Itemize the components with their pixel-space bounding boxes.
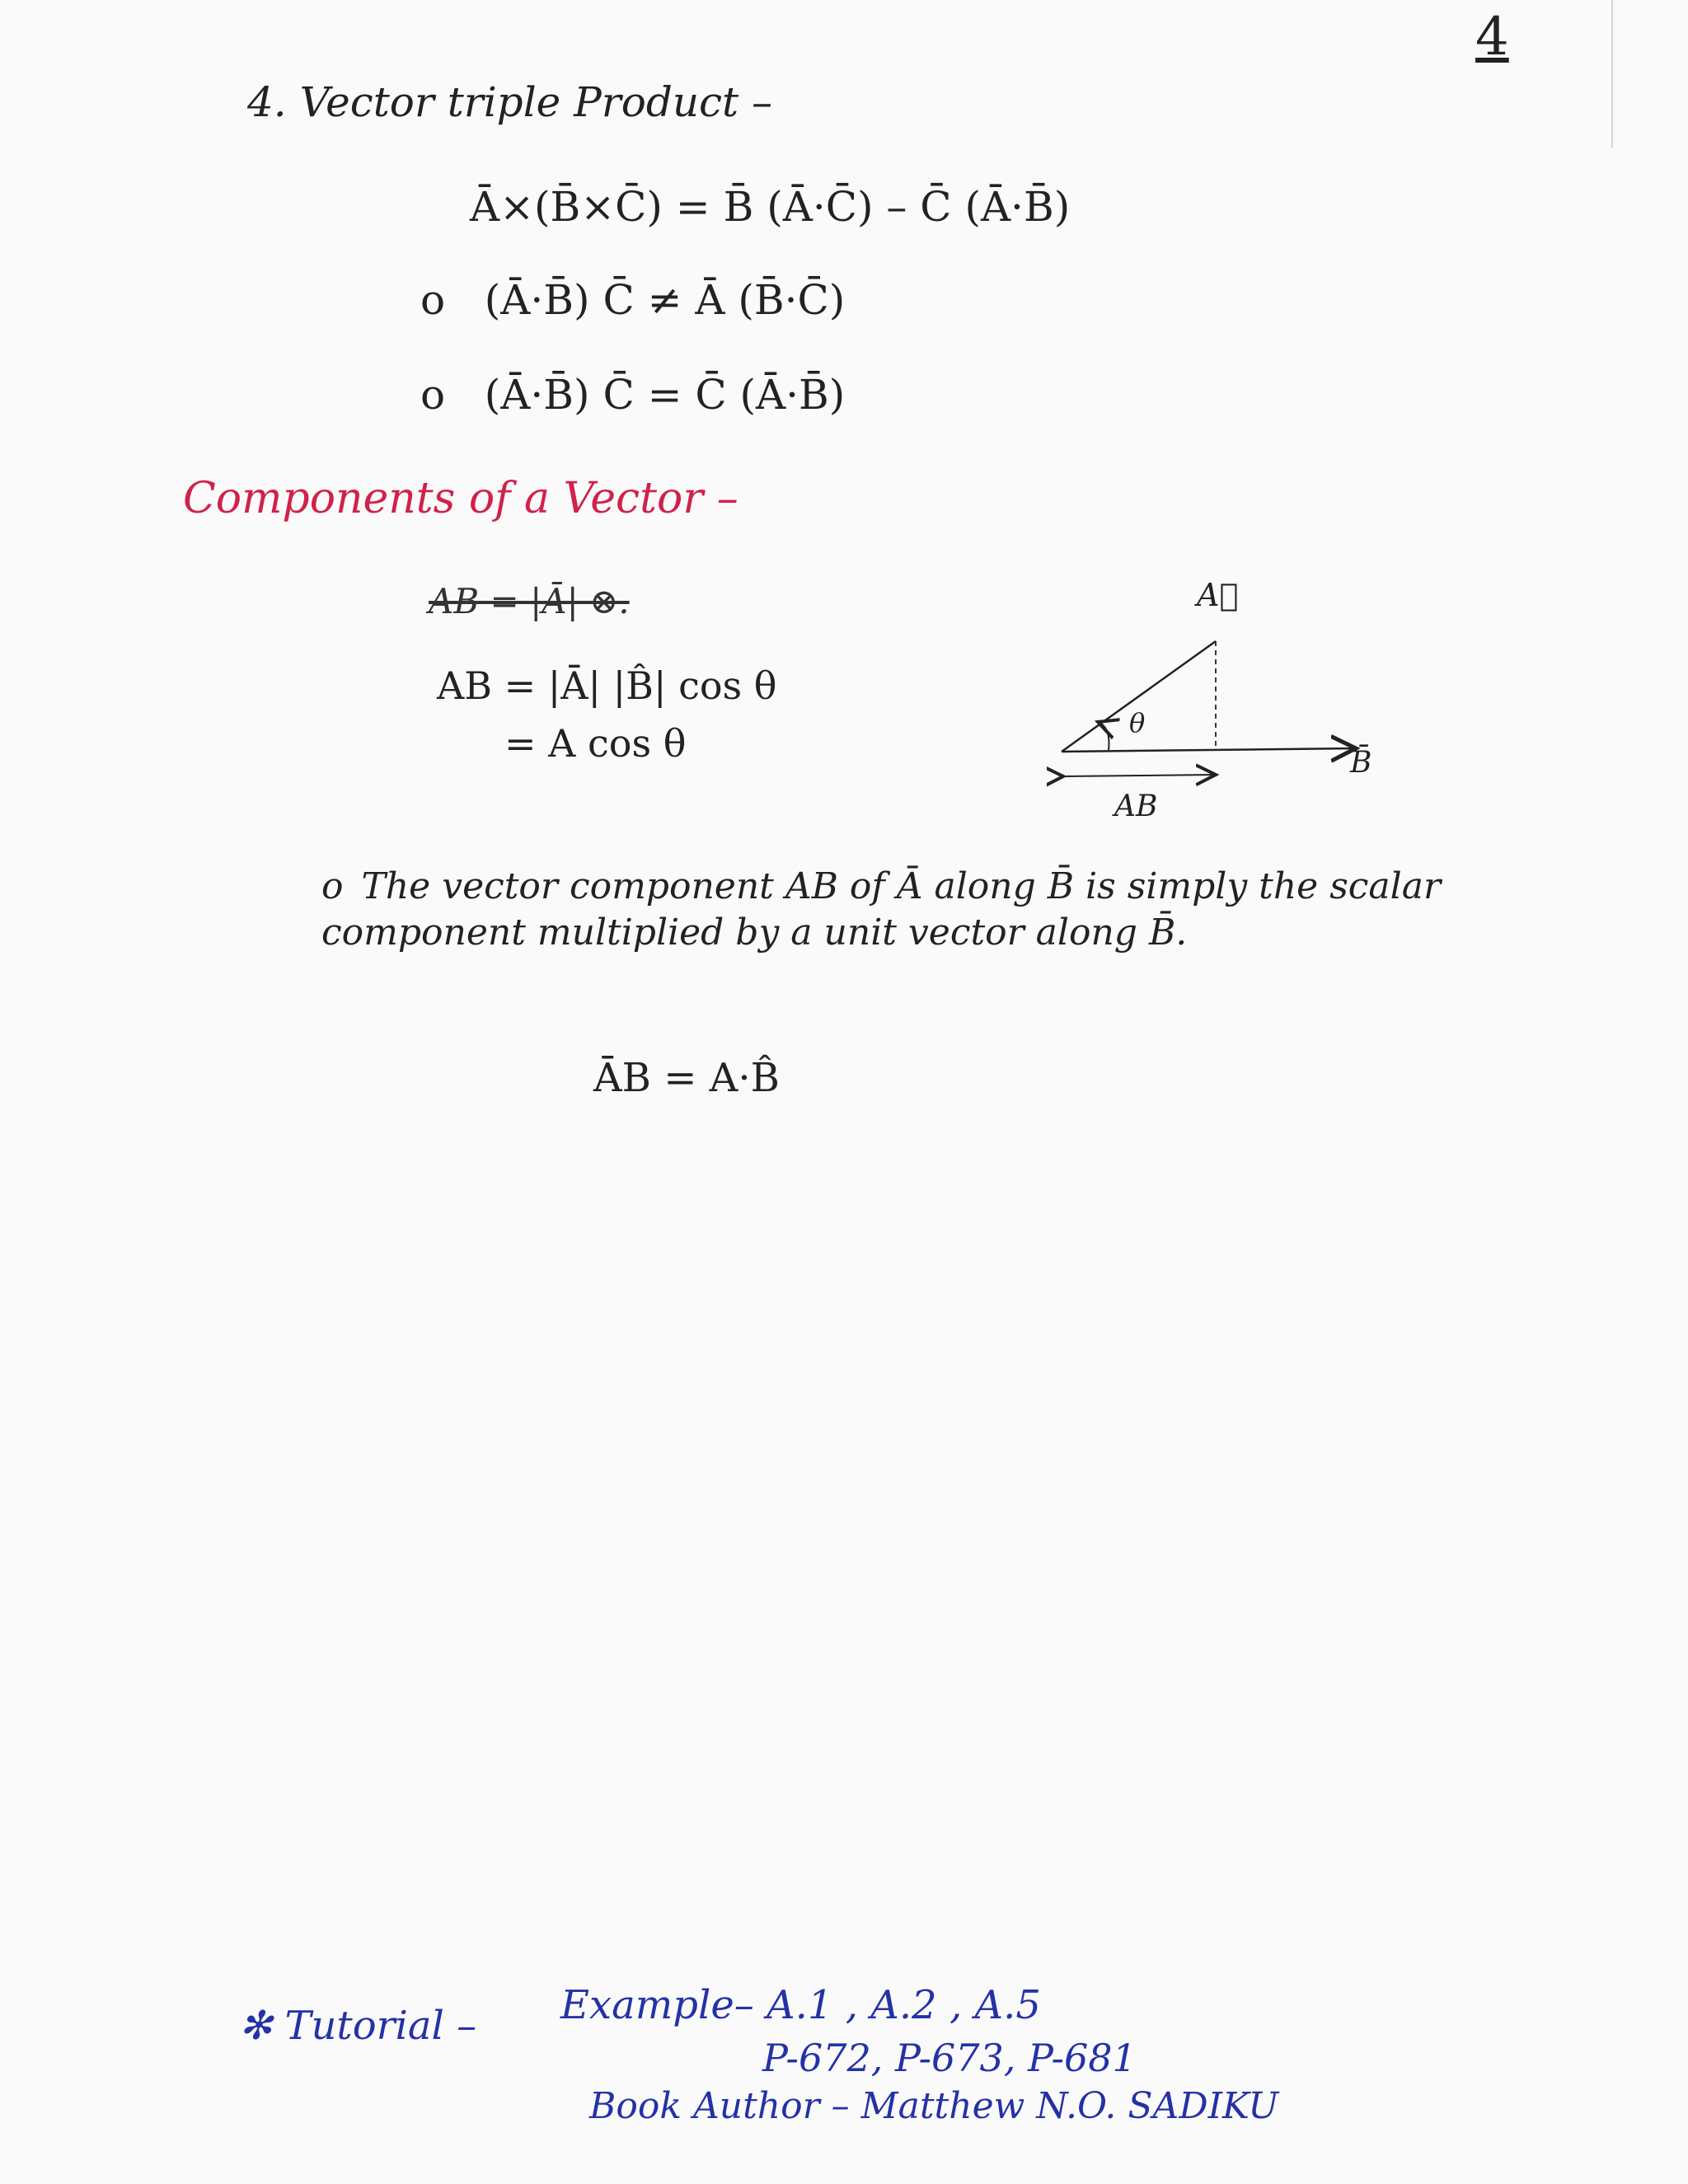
vector-b-label: B̄ (1350, 746, 1372, 780)
section-heading-triple-product: 4. Vector triple Product – (247, 78, 773, 126)
vector-a-label: A⃗ (1197, 577, 1239, 613)
equation-triple-product: Ā×(B̄×C̄) = B̄ (Ā·C̄) – C̄ (Ā·B̄) (470, 183, 1071, 231)
final-equation: ĀB = A·B̂ (593, 1055, 780, 1101)
equation-not-equal-text: (Ā·B̄) C̄ ≠ Ā (B̄·C̄) (484, 276, 846, 324)
vector-b-line (1062, 748, 1356, 752)
angle-label: θ (1129, 707, 1146, 738)
projection-equation-line2: = A cos θ (504, 721, 687, 766)
bullet-icon: o (420, 276, 446, 324)
vector-projection-diagram (1047, 569, 1393, 849)
tutorial-examples: Example– A.1 , A.2 , A.5 (560, 1982, 1041, 2028)
vector-component-paragraph (321, 864, 1541, 956)
tutorial-pages: P-672, P-673, P-681 (762, 2036, 1137, 2080)
struck-out-text: AB = |Ā| ⊗. (429, 581, 630, 621)
equation-not-equal (420, 276, 845, 324)
bullet-icon: o (321, 865, 344, 907)
equation-equal-text: (Ā·B̄) C̄ = C̄ (Ā·B̄) (484, 371, 846, 419)
tutorial-book-author: Book Author – Matthew N.O. SADIKU (589, 2085, 1279, 2127)
page-number: 4 (1475, 7, 1509, 68)
section-title-components: Components of a Vector – (183, 474, 738, 523)
bullet-icon: o (420, 371, 446, 419)
equation-equal (420, 371, 845, 419)
projection-equation-line1: AB = |Ā| |B̂| cos θ (437, 663, 777, 708)
page-edge-line (1611, 0, 1613, 148)
paragraph-text: The vector component AB of Ā along B̄ is simply the scalar component multiplied by a unit vector along B̄. (321, 865, 1441, 954)
tutorial-label: ✻ Tutorial – (239, 2003, 477, 2049)
projection-length-arrow (1063, 775, 1216, 776)
projection-label: AB (1114, 790, 1158, 823)
angle-arc (1098, 722, 1109, 750)
